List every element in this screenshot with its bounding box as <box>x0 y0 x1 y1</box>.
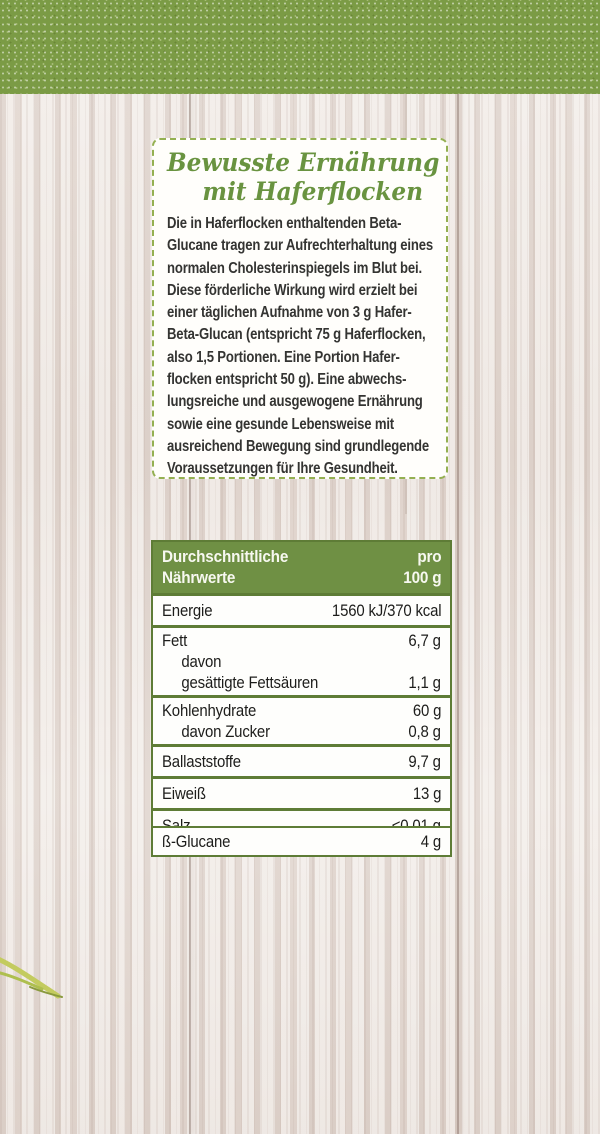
paragraph-line: ausreichend Bewegung sind grundlegende <box>167 437 430 455</box>
top-green-band <box>0 0 600 94</box>
row-value: 1560 kJ/370 kcal <box>331 601 441 620</box>
paragraph-line: Beta-Glucan (entspricht 75 g Haferflocken, <box>167 326 426 344</box>
info-paragraph <box>167 213 434 479</box>
paragraph-line: Voraussetzungen für Ihre Gesundheit. <box>167 460 398 478</box>
row-label: Kohlenhydrate <box>162 701 257 720</box>
table-row <box>153 630 450 651</box>
table-row <box>153 651 450 672</box>
header-title: Durchschnittliche Nährwerte <box>162 547 289 587</box>
paragraph-line: flocken entspricht 50 g). Eine abwechs- <box>167 371 407 389</box>
table-row <box>153 672 450 693</box>
table-row <box>153 828 450 855</box>
row-value: 1,1 g <box>408 673 441 692</box>
row-label: Fett <box>162 631 188 650</box>
paragraph-line: also 1,5 Portionen. Eine Portion Hafer- <box>167 348 400 366</box>
table-row <box>153 700 450 721</box>
oat-sprig-graphic <box>0 942 72 1010</box>
paragraph-line: Glucane tragen zur Aufrechterhaltung eines <box>167 237 434 255</box>
row-label: davon Zucker <box>181 722 270 741</box>
table-row <box>153 721 450 742</box>
row-label: Eiweiß <box>162 784 206 803</box>
table-group-protein <box>153 779 450 811</box>
info-heading-line2: mit Haferflocken <box>202 177 424 206</box>
paragraph-line: einer täglichen Aufnahme von 3 g Hafer- <box>167 304 412 322</box>
wood-plank-line <box>457 94 459 1134</box>
table-group-fiber <box>153 747 450 779</box>
table-group-carbs <box>153 698 450 747</box>
row-value: 0,8 g <box>408 722 441 741</box>
row-label: ß-Glucane <box>162 832 231 851</box>
paragraph-line: sowie eine gesunde Lebensweise mit <box>167 415 395 433</box>
row-label: Energie <box>162 601 213 620</box>
beta-glucan-row <box>151 826 452 857</box>
nutrition-info-box <box>152 138 448 479</box>
row-value: 9,7 g <box>408 752 441 771</box>
info-heading <box>167 148 440 206</box>
paragraph-line: lungsreiche und ausgewogene Ernährung <box>167 393 423 411</box>
table-row <box>153 781 450 806</box>
paragraph-line: normalen Cholesterinspiegels im Blut bei. <box>167 259 423 277</box>
paragraph-line: Die in Haferflocken enthaltenden Beta- <box>167 215 402 232</box>
row-value: 6,7 g <box>408 631 441 650</box>
row-label: Ballaststoffe <box>162 752 241 771</box>
paragraph-line: Diese förderliche Wirkung wird erzielt bei <box>167 281 418 299</box>
header-unit: pro 100 g <box>402 547 441 587</box>
row-label: davon <box>181 652 222 671</box>
info-heading-line1: Bewusste Ernährung <box>167 148 440 177</box>
table-row <box>153 749 450 774</box>
table-group-fat <box>153 628 450 698</box>
table-row <box>153 598 450 623</box>
row-value: 4 g <box>420 832 441 851</box>
nutrition-table-header <box>153 542 450 596</box>
row-value: 60 g <box>412 701 441 720</box>
nutrition-table <box>151 540 452 842</box>
row-value: 13 g <box>412 784 441 803</box>
row-label: gesättigte Fettsäuren <box>181 673 319 692</box>
table-group-energy <box>153 596 450 628</box>
